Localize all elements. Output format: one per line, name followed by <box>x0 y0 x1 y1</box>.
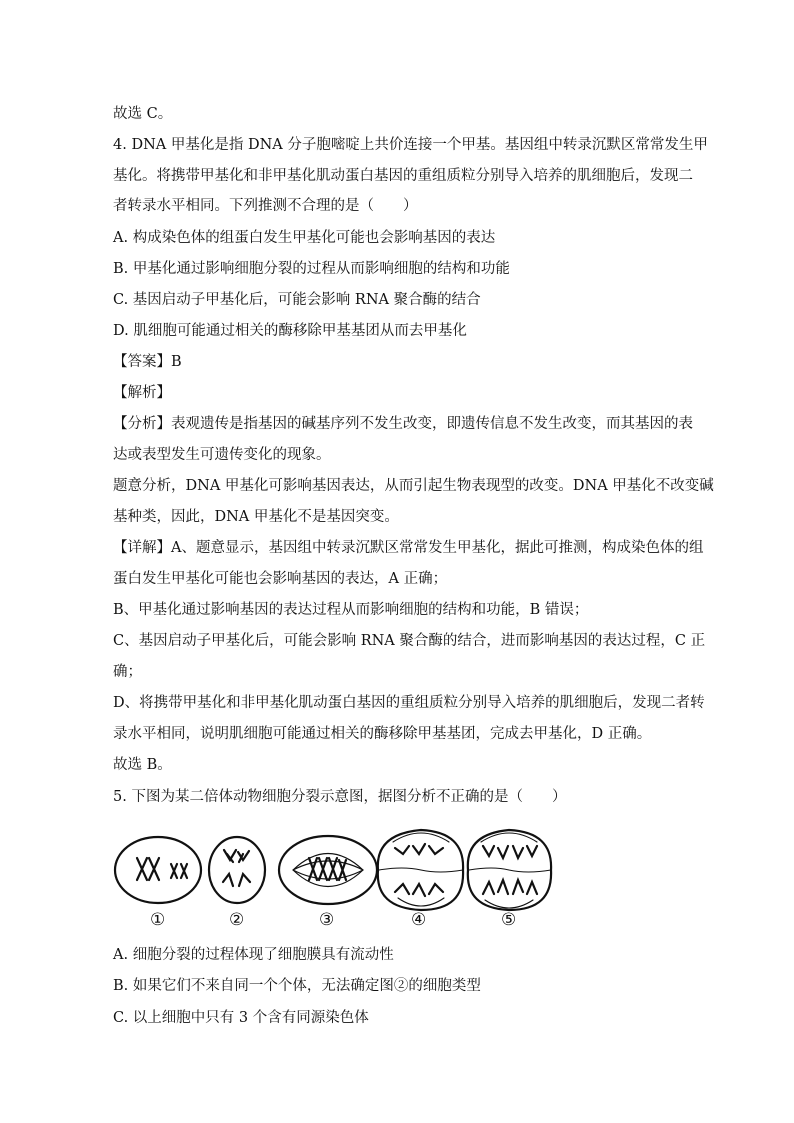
detail-text: C、基因启动子甲基化后，可能会影响 RNA 聚合酶的结合，进而影响基因的表达过程，C 正 <box>113 633 706 649</box>
analysis-text: 基种类，因此，DNA 甲基化不是基因突变。 <box>113 509 399 525</box>
q5-option-b: B. 如果它们不来自同一个个体，无法确定图②的细胞类型 <box>113 978 481 994</box>
text-line: 故选 C。 <box>113 106 173 122</box>
detail-text: 确； <box>113 664 142 680</box>
question-4-stem: 者转录水平相同。下列推测不合理的是（ ） <box>113 198 418 214</box>
option-c: C. 基因启动子甲基化后，可能会影响 RNA 聚合酶的结合 <box>113 292 481 308</box>
detail-text: 录水平相同，说明肌细胞可能通过相关的酶移除甲基基团，完成去甲基化，D 正确。 <box>113 726 652 742</box>
cell-1-diagram <box>115 837 201 903</box>
analysis-text: 【分析】表观遗传是指基因的碱基序列不发生改变，即遗传信息不发生改变，而其基因的表 <box>113 416 693 432</box>
cell-5-diagram <box>468 830 551 910</box>
question-4-stem: 4. DNA 甲基化是指 DNA 分子胞嘧啶上共价连接一个甲基。基因组中转录沉默区常常发生甲 <box>113 137 708 153</box>
figure-label-1: ① <box>150 910 166 929</box>
detail-text: D、将携带甲基化和非甲基化肌动蛋白基因的重组质粒分别导入培养的肌细胞后，发现二者转 <box>113 695 705 711</box>
analysis-text: 达或表型发生可遗传变化的现象。 <box>113 447 331 463</box>
figure-label-2: ② <box>229 910 245 929</box>
cell-2-diagram <box>209 837 265 903</box>
analysis-text: 题意分析，DNA 甲基化可影响基因表达，从而引起生物表现型的改变。DNA 甲基化不改变碱 <box>113 478 714 494</box>
q5-option-a: A. 细胞分裂的过程体现了细胞膜具有流动性 <box>113 947 394 963</box>
analysis-label: 【解析】 <box>113 385 171 401</box>
option-a: A. 构成染色体的组蛋白发生甲基化可能也会影响基因的表达 <box>113 230 496 246</box>
answer-label: 【答案】B <box>113 354 182 370</box>
figure-label-4: ④ <box>411 910 427 929</box>
option-b: B. 甲基化通过影响细胞分裂的过程从而影响细胞的结构和功能 <box>113 261 510 277</box>
question-4-stem: 基化。将携带甲基化和非甲基化肌动蛋白基因的重组质粒分别导入培养的肌细胞后，发现二 <box>113 168 693 184</box>
question-5-stem: 5. 下图为某二倍体动物细胞分裂示意图，据图分析不正确的是（ ） <box>113 789 567 805</box>
detail-text: B、甲基化通过影响基因的表达过程从而影响细胞的结构和功能，B 错误； <box>113 602 589 618</box>
cell-4-diagram <box>378 830 463 910</box>
detail-text: 蛋白发生甲基化可能也会影响基因的表达，A 正确； <box>113 571 448 587</box>
figure-label-3: ③ <box>319 910 335 929</box>
figure-label-5: ⑤ <box>501 910 517 929</box>
option-d: D. 肌细胞可能通过相关的酶移除甲基基团从而去甲基化 <box>113 323 467 339</box>
detail-text: 【详解】A、题意显示，基因组中转录沉默区常常发生甲基化，据此可推测，构成染色体的组 <box>113 540 704 556</box>
q5-option-c: C. 以上细胞中只有 3 个含有同源染色体 <box>113 1010 369 1026</box>
cell-3-diagram <box>279 836 377 904</box>
cell-division-figure <box>113 822 558 932</box>
conclusion: 故选 B。 <box>113 757 172 773</box>
